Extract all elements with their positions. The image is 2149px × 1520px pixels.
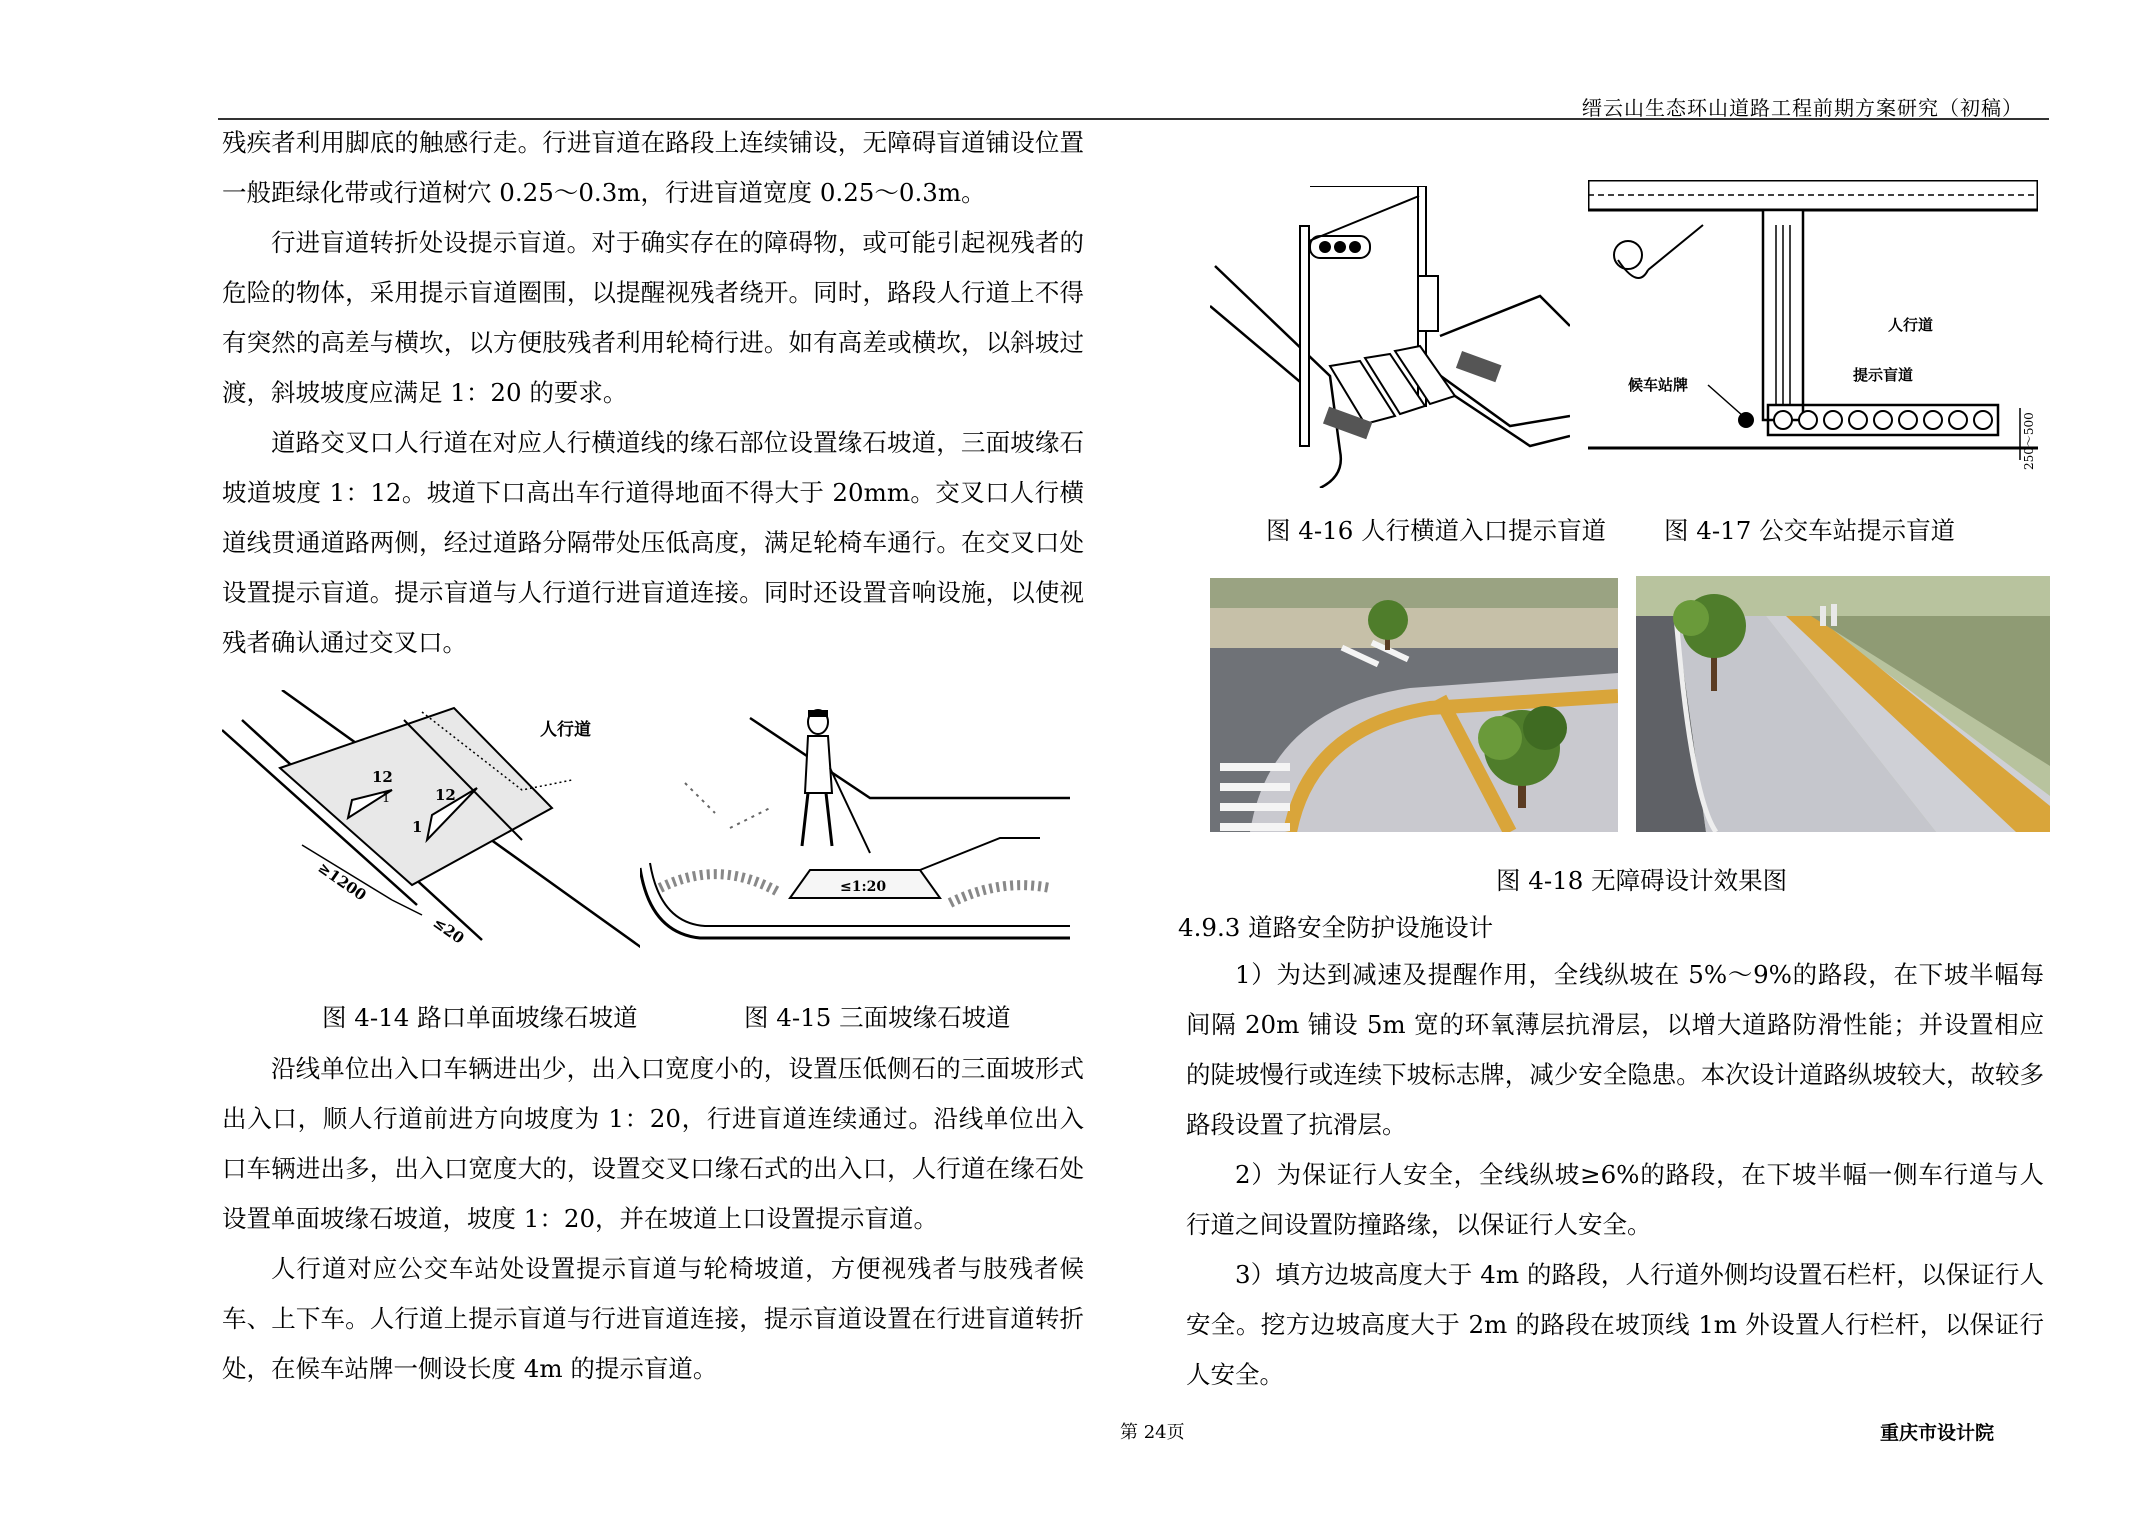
section-heading: 4.9.3 道路安全防护设施设计 <box>1178 913 1494 942</box>
figure-4-18-rendering-sidewalk <box>1636 576 2050 832</box>
document-header-title: 缙云山生态环山道路工程前期方案研究（初稿） <box>1582 96 2023 120</box>
paragraph: 道路交叉口人行道在对应人行横道线的缘石部位设置缘石坡道，三面坡缘石坡道坡度 1：12。坡道下口高出车行道得地面不得大于 20mm。交叉口人行横道线贯通道路两侧，经过道路分隔带处压低高度，满足轮椅车通行。在交叉口处设置提示盲道。提示盲道与人行道行进盲道连接。同时还设置音响设施，以使视残者确认通过交叉口。 <box>222 428 1084 657</box>
page-number: 第 24页 <box>1120 1422 1185 1443</box>
paragraph: 1）为达到减速及提醒作用，全线纵坡在 5%～9%的路段，在下坡半幅每间隔 20m 铺设 5m 宽的环氧薄层抗滑层，以增大道路防滑性能；并设置相应的陡坡慢行或连续下坡标志牌，减少安全隐患。本次设计道路纵坡较大，故较多路段设置了抗滑层。 <box>1186 960 2044 1139</box>
fig15-slope-label: ≤1:20 <box>840 879 887 895</box>
fig14-dim-width: ≥1200 <box>314 858 370 905</box>
left-text-top <box>222 118 1084 668</box>
footer-organization: 重庆市设计院 <box>1880 1422 1995 1444</box>
fig14-label-sidewalk: 人行道 <box>540 720 591 740</box>
fig14-slope-a: 12 <box>372 768 393 786</box>
figure-4-15-caption: 图 4-15 三面坡缘石坡道 <box>744 1003 1011 1032</box>
fig14-slope-b: 12 <box>435 786 456 804</box>
fig17-dim: 250～500 <box>2022 412 2036 470</box>
figure-4-17-bus-stop-warning-tiles <box>1588 180 2038 480</box>
figure-4-16-caption: 图 4-16 人行横道入口提示盲道 <box>1266 516 1607 545</box>
pedestrian-with-cane-icon <box>802 710 870 853</box>
figure-4-15-three-slope-ramp <box>640 688 1070 950</box>
fig14-slope-b-den: 1 <box>412 818 423 836</box>
paragraph: 2）为保证行人安全，全线纵坡≥6%的路段，在下坡半幅一侧车行道与人行道之间设置防撞路缘，以保证行人安全。 <box>1186 1160 2044 1239</box>
figure-4-14-caption: 图 4-14 路口单面坡缘石坡道 <box>322 1003 638 1032</box>
fig17-label-warning: 提示盲道 <box>1853 366 1914 384</box>
fig14-dim-height: ≤20 <box>429 913 468 948</box>
figure-4-17-caption: 图 4-17 公交车站提示盲道 <box>1664 516 1956 545</box>
fig17-label-stop: 候车站牌 <box>1628 376 1689 394</box>
paragraph: 沿线单位出入口车辆进出少，出入口宽度小的，设置压低侧石的三面坡形式出入口，顺人行道前进方向坡度为 1：20，行进盲道连续通过。沿线单位出入口车辆进出多，出入口宽度大的，设置交叉口缘石式的出入口，人行道在缘石处设置单面坡缘石坡道，坡度 1：20，并在坡道上口设置提示盲道。 <box>222 1054 1084 1233</box>
paragraph: 3）填方边坡高度大于 4m 的路段，人行道外侧均设置石栏杆，以保证行人安全。挖方边坡高度大于 2m 的路段在坡顶线 1m 外设置人行栏杆，以保证行人安全。 <box>1186 1260 2044 1389</box>
figure-4-18-rendering-intersection <box>1210 578 1618 832</box>
fig14-slope-a-den: 1 <box>382 791 391 806</box>
wheelchair-user-icon <box>1614 241 1648 278</box>
fig17-label-sidewalk: 人行道 <box>1888 316 1934 334</box>
figure-4-16-crosswalk-warning-tiles <box>1210 186 1570 488</box>
left-text-bottom <box>222 1044 1084 1394</box>
paragraph: 残疾者利用脚底的触感行走。行进盲道在路段上连续铺设，无障碍盲道铺设位置一般距绿化带或行道树穴 0.25～0.3m，行进盲道宽度 0.25～0.3m。 <box>222 128 1084 207</box>
paragraph: 行进盲道转折处设提示盲道。对于确实存在的障碍物，或可能引起视残者的危险的物体，采用提示盲道圈围，以提醒视残者绕开。同时，路段人行道上不得有突然的高差与横坎，以方便肢残者利用轮椅行进。如有高差或横坎，以斜坡过渡，斜坡坡度应满足 1：20 的要求。 <box>222 228 1084 407</box>
figure-4-14-single-slope-ramp <box>222 690 642 948</box>
paragraph: 人行道对应公交车站处设置提示盲道与轮椅坡道，方便视残者与肢残者候车、上下车。人行道上提示盲道与行进盲道连接，提示盲道设置在行进盲道转折处，在候车站牌一侧设长度 4m 的提示盲道。 <box>222 1254 1084 1383</box>
figure-4-18-caption: 图 4-18 无障碍设计效果图 <box>1496 866 1788 895</box>
right-text <box>1186 950 2044 1400</box>
